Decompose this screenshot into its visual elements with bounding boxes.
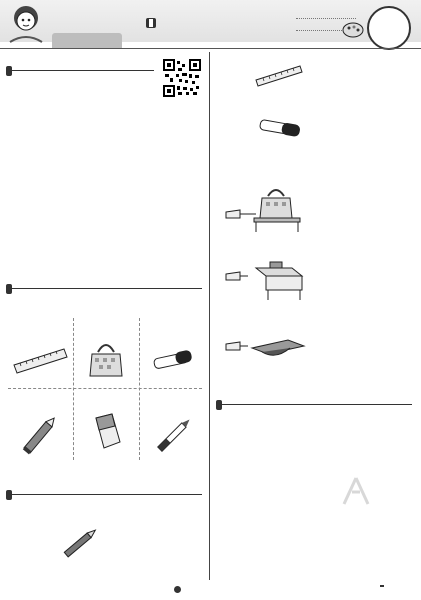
part-b-grid-h [8, 388, 202, 389]
marker-icon [150, 350, 198, 370]
mascot-icon [4, 2, 48, 46]
ruler-icon [254, 64, 304, 86]
part-c-tag [6, 490, 12, 500]
part-c-rule [6, 494, 202, 495]
watermark-logo [336, 476, 376, 506]
part-b-tag [6, 284, 12, 294]
part-c-header [6, 482, 12, 501]
bag-icon [88, 338, 124, 378]
edition-badge [146, 18, 156, 28]
marker-icon [258, 118, 304, 138]
column-divider [209, 52, 210, 580]
round-tab [52, 33, 122, 48]
pen-icon [150, 412, 198, 458]
part-d-tag [216, 400, 222, 410]
part-b-grid-v2 [139, 318, 140, 460]
bag-icon [226, 186, 308, 232]
edition-number [149, 19, 153, 27]
footer-page-marker [174, 586, 181, 593]
part-b-rule [6, 288, 202, 289]
desk-icon [226, 254, 308, 300]
part-d-rule [216, 404, 412, 405]
footer-publisher [380, 585, 384, 587]
qr-code-icon[interactable] [162, 58, 202, 98]
part-b-grid-v1 [73, 318, 74, 460]
header-rule [0, 48, 421, 49]
name-line-en[interactable] [296, 18, 356, 19]
part-d-header [216, 392, 222, 411]
pen-icon [60, 526, 100, 560]
part-a-rule [6, 70, 154, 71]
pencil-icon [18, 412, 62, 458]
palette-icon [342, 22, 364, 38]
ruler-icon [12, 345, 68, 375]
part-a-header [6, 58, 12, 77]
part-b-header [6, 276, 12, 295]
eraser-icon [90, 412, 124, 452]
hat-icon [226, 330, 308, 364]
score-box[interactable] [367, 6, 411, 50]
part-a-tag [6, 66, 12, 76]
